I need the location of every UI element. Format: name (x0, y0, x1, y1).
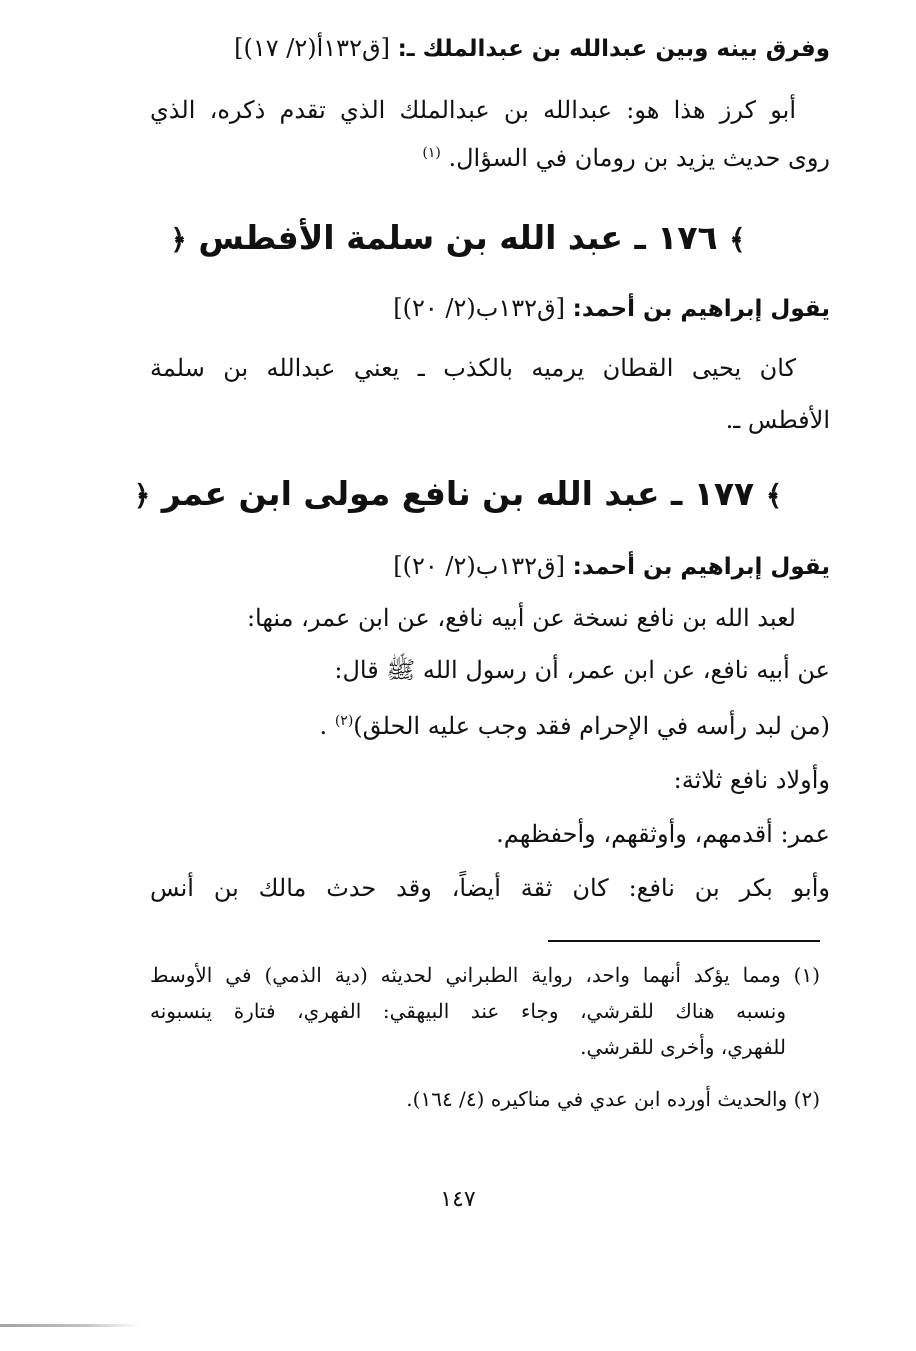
body-line: عن أبيه نافع، عن ابن عمر، أن رسول الله ﷺ قال: (334, 656, 830, 684)
footnote-separator (548, 940, 820, 942)
continuation-line (150, 30, 830, 67)
manuscript-reference: [ق١٣٢ب(٢/ ٢٠)] (393, 552, 565, 580)
narrator-line (150, 548, 830, 585)
page-number: ١٤٧ (440, 1187, 476, 1212)
body-line: عمر: أقدمهم، وأوثقهم، وأحفظهم. (496, 820, 830, 848)
ornament-bracket-icon: ﴾ (729, 223, 746, 256)
narrator-line (150, 290, 830, 327)
entry-heading-text: ١٧٦ ـ عبد الله بن سلمة الأفطس (198, 218, 718, 257)
narrator-bold-text: يقول إبراهيم بن أحمد: (572, 296, 830, 322)
continuation-bold-text: وفرق بينه وبين عبدالله بن عبدالملك ـ: (397, 36, 830, 62)
body-line: وأبو بكر بن نافع: كان ثقة أيضاً، وقد حدث مالك بن أنس (150, 874, 830, 902)
scan-artifact (0, 1324, 140, 1327)
manuscript-reference: [ق١٣٢أ(٢/ ١٧)] (234, 34, 390, 62)
ornament-bracket-icon: ﴿ (133, 479, 151, 512)
narrator-bold-text: يقول إبراهيم بن أحمد: (572, 554, 830, 580)
manuscript-reference: [ق١٣٢ب(٢/ ٢٠)] (393, 294, 565, 322)
body-line: أبو كرز هذا هو: عبدالله بن عبدالملك الذي تقدم ذكره، الذي (150, 96, 796, 124)
entry-heading (0, 214, 916, 264)
footnote-line: للفهري، وأخرى للقرشي. (580, 1035, 786, 1059)
body-line: الأفطس ـ. (725, 406, 830, 434)
footnote-line: (٢) والحديث أورده ابن عدي في مناكيره (٤/ ١٦٤). (406, 1087, 820, 1111)
footnote-line: (١) ومما يؤكد أنهما واحد، رواية الطبراني لحديثه (دية الذمي) في الأوسط (150, 963, 820, 987)
body-line: لعبد الله بن نافع نسخة عن أبيه نافع، عن ابن عمر، منها: (246, 604, 796, 632)
sentence-end: . (319, 712, 328, 740)
entry-heading (0, 470, 916, 520)
body-text: روى حديث يزيد بن رومان في السؤال. (448, 144, 830, 172)
entry-heading-text: ١٧٧ ـ عبد الله بن نافع مولى ابن عمر (161, 474, 755, 513)
footnote-marker: (١) (422, 145, 441, 161)
body-line: وأولاد نافع ثلاثة: (673, 766, 830, 794)
footnote-line: ونسبه هناك للقرشي، وجاء عند البيهقي: الفهري، فتارة ينسبونه (150, 999, 786, 1023)
body-line: كان يحيى القطان يرميه بالكذب ـ يعني عبدالله بن سلمة (150, 354, 796, 382)
body-line (150, 140, 830, 176)
hadith-text: (من لبد رأسه في الإحرام فقد وجب عليه الحلق) (353, 712, 830, 740)
body-line (150, 708, 830, 744)
ornament-bracket-icon: ﴿ (170, 223, 187, 256)
ornament-bracket-icon: ﴾ (765, 479, 783, 512)
footnote-marker: (٢) (334, 713, 354, 729)
